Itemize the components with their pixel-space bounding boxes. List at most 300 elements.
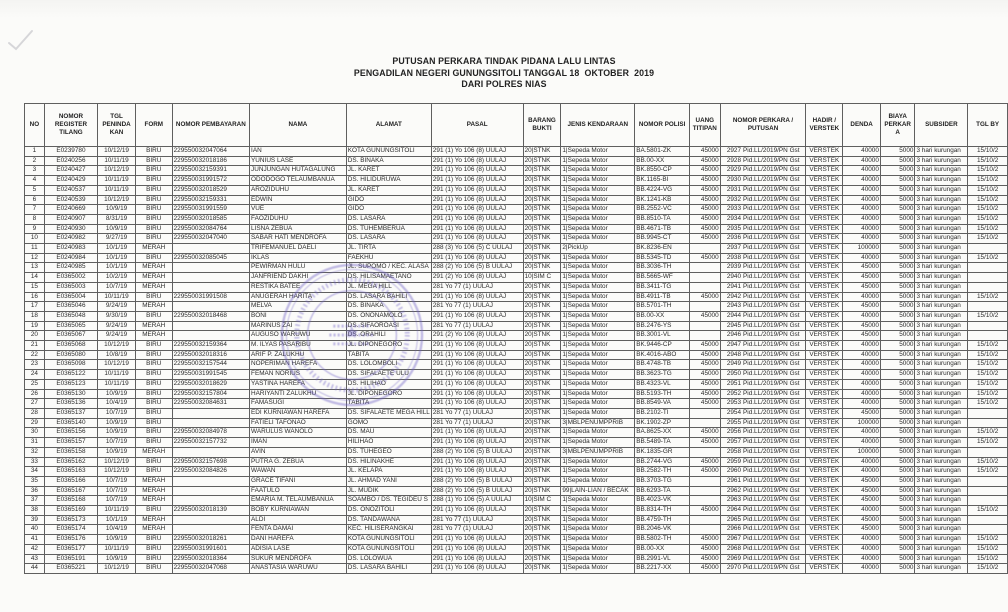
cell-tgl-bayar: [968, 447, 1008, 457]
cell-barang-bukti: 20|STNK: [523, 399, 561, 409]
cell-no: 1: [25, 147, 45, 157]
cell-nomor-pembayaran: [172, 486, 249, 496]
cell-subsider: 3 hari kurungan: [915, 389, 968, 399]
cell-tgl-bayar: [968, 525, 1008, 535]
cell-uang-titipan: 45000: [689, 224, 720, 234]
cell-register-tilang: E0365004: [44, 292, 97, 302]
table-row: [25, 418, 1008, 428]
cell-barang-bukti: 20|STNK: [523, 467, 561, 477]
cell-hadir-verstek: VERSTEK: [806, 360, 843, 370]
cell-perkara-putusan: Pid.LL/2019/PN Gst: [742, 370, 806, 380]
cell-nomor-pembayaran: [172, 331, 249, 341]
cell-denda: 40000: [843, 370, 881, 380]
cell-jenis-kendaraan: 3|MBLPENUMPPRIB: [561, 418, 635, 428]
cell-nomor-polisi: BB.8510-TA: [635, 214, 690, 224]
cell-alamat: DS. LASARA BAHILI: [346, 292, 431, 302]
cell-register-tilang: E0365098: [44, 360, 97, 370]
cell-denda: 40000: [843, 399, 881, 409]
cell-perkara-nomor: 2962: [720, 486, 742, 496]
pencil-checkmark: [6, 28, 36, 52]
cell-hadir-verstek: VERSTEK: [806, 418, 843, 428]
cell-uang-titipan: 45000: [689, 370, 720, 380]
cell-uang-titipan: [689, 244, 720, 254]
cell-alamat: JL. SUPOMO / KEC. ALASA: [346, 263, 431, 273]
cell-tgl-penindakan: 10/9/19: [98, 428, 136, 438]
cell-nomor-pembayaran: 229550032157698: [172, 457, 249, 467]
cell-denda: 100000: [843, 244, 881, 254]
cell-denda: 45000: [843, 515, 881, 525]
cell-register-tilang: E0365191: [44, 554, 97, 564]
cell-form: BIRU: [135, 535, 172, 545]
cell-subsider: 3 hari kurungan: [915, 476, 968, 486]
cell-register-tilang: E0240429: [44, 176, 97, 186]
cell-form: BIRU: [135, 166, 172, 176]
cell-tgl-penindakan: 10/1/19: [98, 515, 136, 525]
cell-nama: M. ILYAS PASARIBU: [250, 341, 347, 351]
cell-denda: 40000: [843, 147, 881, 157]
cell-register-tilang: E0365068: [44, 341, 97, 351]
cell-nomor-polisi: BB.2744-VG: [635, 457, 690, 467]
cell-nomor-polisi: BB.00-XX: [635, 544, 690, 554]
cell-register-tilang: E0240930: [44, 224, 97, 234]
cell-denda: 45000: [843, 331, 881, 341]
cell-jenis-kendaraan: 1|Sepeda Motor: [561, 360, 635, 370]
cell-pasal: 288 (2) Yo 106 (5) B UULAJ: [431, 447, 523, 457]
cell-alamat: DS. ONONAMOLO: [346, 311, 431, 321]
cell-nomor-pembayaran: 229550032047068: [172, 564, 249, 574]
table-row: [25, 457, 1008, 467]
cell-no: 15: [25, 282, 45, 292]
cell-tgl-penindakan: 9/24/19: [98, 331, 136, 341]
cell-subsider: 3 hari kurungan: [915, 244, 968, 254]
cell-form: BIRU: [135, 224, 172, 234]
cell-register-tilang: E0365002: [44, 273, 97, 283]
cell-biaya-perkara: 5000: [880, 253, 915, 263]
cell-tgl-penindakan: 9/24/19: [98, 302, 136, 312]
cell-nama: BONI: [250, 311, 347, 321]
cell-biaya-perkara: 5000: [880, 166, 915, 176]
cell-register-tilang: E0365123: [44, 379, 97, 389]
table-row: [25, 525, 1008, 535]
cell-tgl-penindakan: 10/7/19: [98, 476, 136, 486]
cell-denda: 45000: [843, 486, 881, 496]
table-row: [25, 214, 1008, 224]
cell-uang-titipan: [689, 447, 720, 457]
cell-form: BIRU: [135, 350, 172, 360]
cell-jenis-kendaraan: 1|Sepeda Motor: [561, 525, 635, 535]
cell-no: 13: [25, 263, 45, 273]
cell-register-tilang: E0365136: [44, 399, 97, 409]
cell-nama: PEWIRMAN HULU: [250, 263, 347, 273]
cell-perkara-putusan: Pid.LL/2019/PN Gst: [742, 515, 806, 525]
cell-tgl-penindakan: 10/4/19: [98, 525, 136, 535]
header-alamat: ALAMAT: [346, 104, 431, 147]
cell-barang-bukti: 20|STNK: [523, 292, 561, 302]
cell-denda: 40000: [843, 360, 881, 370]
cell-jenis-kendaraan: 99|LAIN-LIAN / BECAK: [561, 486, 635, 496]
cell-pasal: 281 Yo 77 (1) UULAJ: [431, 418, 523, 428]
cell-subsider: 3 hari kurungan: [915, 302, 968, 312]
cell-biaya-perkara: 5000: [880, 311, 915, 321]
cell-nama: VUE: [250, 205, 347, 215]
cell-nama: PUTRA G. ZEBUA: [250, 457, 347, 467]
table-row: [25, 486, 1008, 496]
cell-biaya-perkara: 5000: [880, 282, 915, 292]
cell-hadir-verstek: VERSTEK: [806, 496, 843, 506]
cell-perkara-putusan: Pid.LL/2019/PN Gst: [742, 457, 806, 467]
cell-biaya-perkara: 5000: [880, 408, 915, 418]
cell-barang-bukti: 20|STNK: [523, 185, 561, 195]
cell-jenis-kendaraan: 1|Sepeda Motor: [561, 185, 635, 195]
cell-denda: 45000: [843, 408, 881, 418]
cell-alamat: DS. TUHEMBERUA: [346, 224, 431, 234]
cell-uang-titipan: 45000: [689, 379, 720, 389]
cell-uang-titipan: 45000: [689, 564, 720, 574]
cell-barang-bukti: 20|STNK: [523, 457, 561, 467]
cell-pasal: 291 (1) Yo 106 (8) UULAJ: [431, 360, 523, 370]
cell-perkara-putusan: Pid.LL/2019/PN Gst: [742, 205, 806, 215]
header-no: NO: [25, 104, 45, 147]
cell-no: 24: [25, 370, 45, 380]
cell-nomor-polisi: BB.8549-VA: [635, 399, 690, 409]
cell-alamat: TABITA: [346, 399, 431, 409]
table-row: [25, 205, 1008, 215]
cell-form: BIRU: [135, 360, 172, 370]
cell-biaya-perkara: 5000: [880, 399, 915, 409]
cell-denda: 40000: [843, 535, 881, 545]
cell-form: MERAH: [135, 525, 172, 535]
cell-form: MERAH: [135, 515, 172, 525]
cell-perkara-nomor: 2959: [720, 457, 742, 467]
cell-no: 29: [25, 418, 45, 428]
cell-nomor-pembayaran: 229550032018468: [172, 311, 249, 321]
cell-tgl-bayar: [968, 486, 1008, 496]
cell-biaya-perkara: 5000: [880, 292, 915, 302]
cell-pasal: 291 (1) Yo 106 (8) UULAJ: [431, 176, 523, 186]
cell-biaya-perkara: 5000: [880, 379, 915, 389]
cell-hadir-verstek: VERSTEK: [806, 166, 843, 176]
cell-biaya-perkara: 5000: [880, 438, 915, 448]
table-header: [25, 104, 1008, 147]
cell-register-tilang: E0365003: [44, 282, 97, 292]
cell-jenis-kendaraan: 1|Sepeda Motor: [561, 341, 635, 351]
cell-tgl-penindakan: 10/7/19: [98, 408, 136, 418]
cell-denda: 40000: [843, 166, 881, 176]
cell-register-tilang: E0365162: [44, 457, 97, 467]
cell-denda: 100000: [843, 447, 881, 457]
cell-alamat: DS. BINAKA: [346, 302, 431, 312]
table-row: [25, 234, 1008, 244]
cell-nama: SUKUR MENDROFA: [250, 554, 347, 564]
cell-no: 39: [25, 515, 45, 525]
cell-perkara-putusan: Pid.LL/2019/PN Gst: [742, 428, 806, 438]
cell-barang-bukti: 20|STNK: [523, 341, 561, 351]
cell-register-tilang: E0365167: [44, 486, 97, 496]
cell-nomor-polisi: BB.4671-TB: [635, 224, 690, 234]
cell-form: BIRU: [135, 147, 172, 157]
table-row: [25, 467, 1008, 477]
cell-perkara-nomor: 2969: [720, 554, 742, 564]
cell-jenis-kendaraan: 1|Sepeda Motor: [561, 302, 635, 312]
cell-perkara-putusan: Pid.LL/2019/PN Gst: [742, 302, 806, 312]
cell-biaya-perkara: 5000: [880, 214, 915, 224]
cell-nomor-pembayaran: 229550032018316: [172, 350, 249, 360]
cell-nomor-pembayaran: [172, 263, 249, 273]
cell-nomor-pembayaran: [172, 321, 249, 331]
cell-alamat: DS. TUHEGEO: [346, 447, 431, 457]
cell-subsider: 3 hari kurungan: [915, 292, 968, 302]
cell-nomor-polisi: BK.1902-ZP: [635, 418, 690, 428]
cell-tgl-bayar: 15/10/2: [968, 195, 1008, 205]
cell-tgl-bayar: 15/10/2: [968, 166, 1008, 176]
cell-uang-titipan: 45000: [689, 156, 720, 166]
header-biaya-perkara: BIAYA PERKARA: [880, 104, 915, 147]
cell-tgl-bayar: [968, 418, 1008, 428]
cell-alamat: DS. TANDAWANA: [346, 515, 431, 525]
cell-tgl-bayar: 15/10/2: [968, 205, 1008, 215]
cell-no: 3: [25, 166, 45, 176]
title-line-2: PENGADILAN NEGERI GUNUNGSITOLI TANGGAL 18 OKTOBER 2019: [353, 67, 655, 78]
cell-barang-bukti: 20|STNK: [523, 389, 561, 399]
cell-barang-bukti: 20|STNK: [523, 535, 561, 545]
cell-subsider: 3 hari kurungan: [915, 350, 968, 360]
cell-uang-titipan: [689, 302, 720, 312]
cell-pasal: 291 (2) Yo 106 (8) UULAJ: [431, 273, 523, 283]
cell-denda: 40000: [843, 438, 881, 448]
cell-denda: 40000: [843, 292, 881, 302]
cell-no: 32: [25, 447, 45, 457]
cell-perkara-putusan: Pid.LL/2019/PN Gst: [742, 185, 806, 195]
cell-denda: 40000: [843, 234, 881, 244]
cell-nomor-polisi: BB.00-XX: [635, 156, 690, 166]
cell-tgl-penindakan: 10/9/19: [98, 535, 136, 545]
cell-subsider: 3 hari kurungan: [915, 544, 968, 554]
cell-barang-bukti: 20|STNK: [523, 263, 561, 273]
cell-pasal: 291 (1) Yo 106 (8) UULAJ: [431, 544, 523, 554]
cell-perkara-nomor: 2966: [720, 525, 742, 535]
cell-tgl-bayar: 15/10/2: [968, 438, 1008, 448]
cell-form: BIRU: [135, 428, 172, 438]
cell-tgl-penindakan: 10/1/19: [98, 263, 136, 273]
cell-biaya-perkara: 5000: [880, 321, 915, 331]
cell-perkara-putusan: Pid.LL/2019/PN Gst: [742, 496, 806, 506]
cell-perkara-putusan: Pid.LL/2019/PN Gst: [742, 321, 806, 331]
cell-uang-titipan: 45000: [689, 389, 720, 399]
cell-denda: 40000: [843, 156, 881, 166]
cell-nomor-polisi: BB.8314-TH: [635, 506, 690, 516]
cell-tgl-bayar: [968, 321, 1008, 331]
cell-pasal: 291 (2) Yo 106 (8) UULAJ: [431, 331, 523, 341]
cell-nomor-polisi: BB.4323-VL: [635, 379, 690, 389]
cell-perkara-nomor: 2953: [720, 399, 742, 409]
cell-jenis-kendaraan: 1|Sepeda Motor: [561, 292, 635, 302]
cell-hadir-verstek: VERSTEK: [806, 205, 843, 215]
header-subsider: SUBSIDER: [915, 104, 968, 147]
cell-jenis-kendaraan: 1|Sepeda Motor: [561, 176, 635, 186]
table-row: [25, 253, 1008, 263]
cell-jenis-kendaraan: 1|Sepeda Motor: [561, 496, 635, 506]
cell-tgl-penindakan: 10/9/19: [98, 389, 136, 399]
cell-form: BIRU: [135, 438, 172, 448]
cell-jenis-kendaraan: 1|Sepeda Motor: [561, 234, 635, 244]
cell-register-tilang: E0365176: [44, 535, 97, 545]
cell-uang-titipan: 45000: [689, 214, 720, 224]
cell-pasal: 281 Yo 77 (1) UULAJ: [431, 408, 523, 418]
cell-barang-bukti: 20|STNK: [523, 486, 561, 496]
cell-subsider: 3 hari kurungan: [915, 535, 968, 545]
cell-denda: 45000: [843, 273, 881, 283]
cell-form: BIRU: [135, 292, 172, 302]
document-title: [0, 56, 1008, 91]
cell-hadir-verstek: VERSTEK: [806, 389, 843, 399]
cell-denda: 40000: [843, 341, 881, 351]
cell-subsider: 3 hari kurungan: [915, 282, 968, 292]
cell-no: 16: [25, 292, 45, 302]
cell-alamat: DS. ONOZITOLI: [346, 506, 431, 516]
cell-biaya-perkara: 5000: [880, 457, 915, 467]
cell-subsider: 3 hari kurungan: [915, 147, 968, 157]
cell-biaya-perkara: 5000: [880, 350, 915, 360]
cell-perkara-nomor: 2937: [720, 244, 742, 254]
cell-perkara-putusan: Pid.LL/2019/PN Gst: [742, 486, 806, 496]
table-row: [25, 428, 1008, 438]
cell-subsider: 3 hari kurungan: [915, 506, 968, 516]
table-row: [25, 506, 1008, 516]
cell-tgl-bayar: 15/10/2: [968, 554, 1008, 564]
cell-nomor-polisi: BB.4759-TH: [635, 515, 690, 525]
cell-tgl-bayar: [968, 244, 1008, 254]
cell-no: 20: [25, 331, 45, 341]
cell-biaya-perkara: 5000: [880, 476, 915, 486]
cell-nomor-polisi: BB.6293-TA: [635, 486, 690, 496]
cell-register-tilang: E0365173: [44, 515, 97, 525]
cell-no: 30: [25, 428, 45, 438]
cell-perkara-putusan: Pid.LL/2019/PN Gst: [742, 418, 806, 428]
table-row: [25, 311, 1008, 321]
cell-form: MERAH: [135, 244, 172, 254]
header-barang-bukti: BARANG BUKTI: [523, 104, 561, 147]
cell-nomor-polisi: BA.8625-XX: [635, 428, 690, 438]
cell-tgl-penindakan: 10/7/19: [98, 496, 136, 506]
cell-pasal: 281 Yo 77 (1) UULAJ: [431, 302, 523, 312]
cell-tgl-penindakan: 10/11/19: [98, 370, 136, 380]
cell-hadir-verstek: VERSTEK: [806, 438, 843, 448]
cell-perkara-putusan: Pid.LL/2019/PN Gst: [742, 360, 806, 370]
title-line-3: DARI POLRES NIAS: [461, 79, 547, 89]
cell-alamat: JL. DIPONEGORO: [346, 341, 431, 351]
cell-denda: 40000: [843, 544, 881, 554]
table-row: [25, 185, 1008, 195]
table-row: [25, 496, 1008, 506]
cell-nama: ODODOGO TELAUMBANUA: [250, 176, 347, 186]
cell-barang-bukti: 20|STNK: [523, 282, 561, 292]
cell-perkara-nomor: 2961: [720, 476, 742, 486]
cell-hadir-verstek: VERSTEK: [806, 321, 843, 331]
cell-jenis-kendaraan: 1|Sepeda Motor: [561, 564, 635, 574]
cell-nomor-polisi: BB.2046-VK: [635, 525, 690, 535]
cell-jenis-kendaraan: 1|Sepeda Motor: [561, 282, 635, 292]
cell-biaya-perkara: 5000: [880, 331, 915, 341]
cell-form: BIRU: [135, 564, 172, 574]
cell-barang-bukti: 20|STNK: [523, 370, 561, 380]
table-row: [25, 331, 1008, 341]
cell-biaya-perkara: 5000: [880, 496, 915, 506]
cell-biaya-perkara: 5000: [880, 447, 915, 457]
cell-tgl-penindakan: 10/11/19: [98, 544, 136, 554]
cell-hadir-verstek: VERSTEK: [806, 554, 843, 564]
cell-nomor-pembayaran: 229550032084764: [172, 224, 249, 234]
cell-perkara-putusan: Pid.LL/2019/PN Gst: [742, 263, 806, 273]
cell-biaya-perkara: 5000: [880, 244, 915, 254]
cell-denda: 45000: [843, 321, 881, 331]
cell-tgl-bayar: 15/10/2: [968, 214, 1008, 224]
header-nama: NAMA: [250, 104, 347, 147]
cell-pasal: 291 (1) Yo 106 (8) UULAJ: [431, 554, 523, 564]
cell-perkara-putusan: Pid.LL/2019/PN Gst: [742, 438, 806, 448]
cell-tgl-penindakan: 9/30/19: [98, 311, 136, 321]
cell-barang-bukti: 20|STNK: [523, 331, 561, 341]
cell-tgl-bayar: 15/10/2: [968, 156, 1008, 166]
cell-uang-titipan: 45000: [689, 292, 720, 302]
cell-tgl-penindakan: 10/12/19: [98, 147, 136, 157]
cell-jenis-kendaraan: 1|Sepeda Motor: [561, 263, 635, 273]
cell-nama: AROZIDUHU: [250, 185, 347, 195]
cell-hadir-verstek: VERSTEK: [806, 273, 843, 283]
cell-nama: YASTINA HAREFA: [250, 379, 347, 389]
cell-perkara-nomor: 2933: [720, 205, 742, 215]
cell-tgl-bayar: [968, 408, 1008, 418]
cell-no: 33: [25, 457, 45, 467]
cell-barang-bukti: 20|STNK: [523, 350, 561, 360]
cell-subsider: 3 hari kurungan: [915, 176, 968, 186]
cell-subsider: 3 hari kurungan: [915, 564, 968, 574]
cell-nomor-pembayaran: 229550032157732: [172, 438, 249, 448]
cell-form: BIRU: [135, 389, 172, 399]
cell-tgl-bayar: [968, 331, 1008, 341]
cell-uang-titipan: [689, 408, 720, 418]
cell-jenis-kendaraan: 1|Sepeda Motor: [561, 205, 635, 215]
cell-nomor-polisi: BB.2217-XX: [635, 564, 690, 574]
cell-no: 36: [25, 486, 45, 496]
cell-no: 43: [25, 554, 45, 564]
cell-alamat: JL. KELAPA: [346, 467, 431, 477]
cell-hadir-verstek: VERSTEK: [806, 214, 843, 224]
cell-register-tilang: E0365048: [44, 311, 97, 321]
cell-barang-bukti: 20|STNK: [523, 476, 561, 486]
cell-alamat: DS. SIFALAETE MEGA HILL: [346, 408, 431, 418]
cell-nomor-polisi: BB.5701-TH: [635, 302, 690, 312]
cell-pasal: 281 Yo 77 (1) UULAJ: [431, 282, 523, 292]
cell-nama: MELVA: [250, 302, 347, 312]
cell-biaya-perkara: 5000: [880, 544, 915, 554]
cell-nomor-pembayaran: 229550032018364: [172, 554, 249, 564]
cell-pasal: 291 (1) Yo 106 (8) UULAJ: [431, 438, 523, 448]
cell-alamat: JL. TIRTA: [346, 244, 431, 254]
cell-alamat: JL. DIPONEGORO: [346, 389, 431, 399]
cell-no: 44: [25, 564, 45, 574]
cell-tgl-penindakan: 10/12/19: [98, 360, 136, 370]
cell-form: MERAH: [135, 447, 172, 457]
cell-biaya-perkara: 5000: [880, 360, 915, 370]
cell-nama: AVIN: [250, 447, 347, 457]
cell-jenis-kendaraan: 1|Sepeda Motor: [561, 147, 635, 157]
cell-perkara-putusan: Pid.LL/2019/PN Gst: [742, 224, 806, 234]
cell-subsider: 3 hari kurungan: [915, 515, 968, 525]
cell-jenis-kendaraan: 1|Sepeda Motor: [561, 321, 635, 331]
cell-tgl-penindakan: 10/8/19: [98, 350, 136, 360]
cell-hadir-verstek: VERSTEK: [806, 331, 843, 341]
cell-no: 23: [25, 360, 45, 370]
